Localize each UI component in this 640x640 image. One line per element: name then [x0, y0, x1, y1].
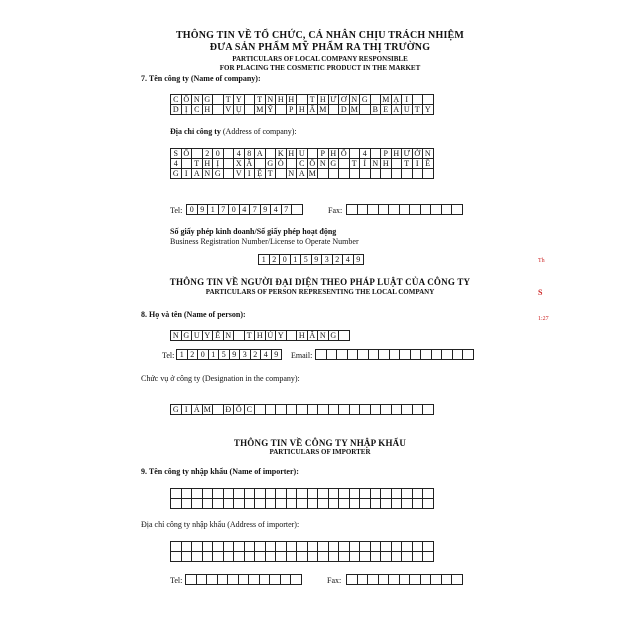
char-box[interactable]: 9 [229, 349, 241, 360]
importer-fax-field[interactable] [346, 574, 462, 585]
char-box[interactable]: G [212, 168, 224, 179]
importer-fax-label: Fax: [327, 576, 342, 585]
char-box[interactable]: I [412, 158, 424, 169]
char-box[interactable]: Ố [181, 148, 193, 159]
char-box[interactable]: Y [233, 94, 245, 105]
title-vn-line2: ĐƯA SẢN PHẨM MỸ PHẨM RA THỊ TRƯỜNG [209, 42, 431, 53]
company-tel-field[interactable] [186, 204, 302, 215]
importer-address-label: Địa chỉ công ty nhập khẩu (Address of importer): [141, 520, 300, 529]
char-box[interactable]: Ố [338, 148, 350, 159]
char-box[interactable]: A [296, 168, 308, 179]
license-label-vn: Số giấy phép kinh doanh/Số giấy phép hoạt động [170, 227, 337, 236]
char-box[interactable] [291, 204, 303, 215]
char-box[interactable]: T [254, 94, 266, 105]
char-box[interactable]: T [349, 158, 361, 169]
company-address-label [170, 127, 297, 137]
char-box[interactable]: 9 [353, 254, 365, 265]
char-box[interactable] [462, 349, 474, 360]
char-box[interactable]: 1 [290, 254, 302, 265]
char-box[interactable]: 5 [300, 254, 312, 265]
char-box[interactable]: Ị [181, 104, 193, 115]
char-box[interactable]: N [191, 94, 203, 105]
char-box[interactable]: H [275, 94, 287, 105]
char-box[interactable]: V [233, 168, 245, 179]
char-box[interactable]: H [328, 148, 340, 159]
char-box[interactable]: A [191, 168, 203, 179]
char-box[interactable]: 7 [218, 204, 230, 215]
char-box[interactable]: G [265, 158, 277, 169]
char-box[interactable]: Ã [244, 158, 256, 169]
char-box[interactable]: 4 [239, 204, 251, 215]
title-en-line2: FOR PLACING THE COSMETIC PRODUCT IN THE MARKET [219, 64, 421, 72]
char-box[interactable]: G [359, 94, 371, 105]
char-box[interactable]: H [296, 330, 308, 341]
char-box[interactable]: G [202, 94, 214, 105]
char-box[interactable]: K [275, 148, 287, 159]
char-box[interactable]: N [265, 94, 277, 105]
char-box[interactable]: 0 [228, 204, 240, 215]
company-tel-label: Tel: [170, 206, 183, 215]
char-box[interactable]: Ờ [412, 148, 424, 159]
char-box[interactable]: 9 [311, 254, 323, 265]
char-box[interactable]: N [286, 168, 298, 179]
char-box[interactable]: H [286, 94, 298, 105]
char-box[interactable]: E [380, 104, 392, 115]
char-box[interactable]: Ẩ [307, 104, 319, 115]
char-box[interactable]: Ỹ [265, 104, 277, 115]
char-box[interactable]: 4 [270, 204, 282, 215]
char-box[interactable]: 4 [260, 349, 272, 360]
char-box[interactable]: 4 [233, 148, 245, 159]
char-box[interactable]: 7 [281, 204, 293, 215]
person-email-label: Email: [291, 351, 313, 360]
char-box[interactable] [451, 574, 463, 585]
char-box[interactable]: S [170, 148, 182, 159]
char-box[interactable]: Y [275, 330, 287, 341]
char-box[interactable]: M [307, 168, 319, 179]
person-email-field[interactable] [315, 349, 473, 360]
char-box[interactable]: Ạ [391, 94, 403, 105]
company-address-label-bold: Địa chỉ công ty [170, 127, 221, 136]
char-box[interactable]: P [380, 148, 392, 159]
importer-name-label: 9. Tên công ty nhập khẩu (Name of importer): [141, 467, 299, 476]
char-box[interactable]: P [286, 104, 298, 115]
char-box[interactable]: 0 [279, 254, 291, 265]
char-box[interactable]: V [223, 104, 235, 115]
char-box[interactable]: 1 [258, 254, 270, 265]
company-fax-field[interactable] [346, 204, 462, 215]
char-box[interactable]: 1 [176, 349, 188, 360]
char-box[interactable]: T [401, 158, 413, 169]
company-name-label: 7. Tên công ty (Name of company): [141, 74, 261, 83]
char-box[interactable]: Ô [181, 94, 193, 105]
char-box[interactable]: Y [422, 104, 434, 115]
char-box[interactable]: I [244, 168, 256, 179]
title-vn-line1: THÔNG TIN VỀ TỔ CHỨC, CÁ NHÂN CHỊU TRÁCH NHIỆM [175, 30, 465, 41]
char-box[interactable]: Ằ [307, 330, 319, 341]
char-box[interactable]: H [317, 94, 329, 105]
char-box[interactable]: A [391, 104, 403, 115]
char-box[interactable]: 2 [202, 148, 214, 159]
char-box[interactable]: M [380, 94, 392, 105]
char-box[interactable]: Ệ [254, 168, 266, 179]
importer-heading-en: PARTICULARS OF IMPORTER [269, 448, 371, 456]
char-box[interactable]: 0 [197, 349, 209, 360]
char-box[interactable]: N [223, 330, 235, 341]
char-box[interactable] [422, 498, 434, 509]
char-box[interactable]: N [370, 158, 382, 169]
char-box[interactable]: Á [191, 404, 203, 415]
char-box[interactable] [422, 168, 434, 179]
char-box[interactable]: I [181, 168, 193, 179]
char-box[interactable]: 9 [197, 204, 209, 215]
char-box[interactable]: P [317, 148, 329, 159]
char-box[interactable]: M [349, 104, 361, 115]
char-box[interactable]: H [202, 104, 214, 115]
char-box[interactable]: N [202, 168, 214, 179]
char-box[interactable]: T [191, 158, 203, 169]
char-box[interactable]: N [170, 330, 182, 341]
char-box[interactable]: U [401, 104, 413, 115]
char-box[interactable] [451, 204, 463, 215]
char-box[interactable]: T [307, 94, 319, 105]
char-box[interactable]: C [191, 104, 203, 115]
char-box[interactable]: Ò [275, 158, 287, 169]
char-box[interactable]: H [391, 148, 403, 159]
char-box[interactable]: 4 [170, 158, 182, 169]
char-box[interactable]: Ỉ [359, 158, 371, 169]
char-box[interactable]: 1 [207, 204, 219, 215]
company-fax-label: Fax: [328, 206, 343, 215]
margin-mark-1: Th [538, 258, 545, 264]
char-box[interactable]: N [317, 158, 329, 169]
char-box[interactable]: 2 [269, 254, 281, 265]
char-box[interactable]: Ư [328, 94, 340, 105]
char-box[interactable]: 8 [244, 148, 256, 159]
char-box[interactable]: 5 [218, 349, 230, 360]
char-box[interactable]: G [170, 168, 182, 179]
char-box[interactable]: A [254, 148, 266, 159]
char-box[interactable]: 4 [342, 254, 354, 265]
char-box[interactable]: M [254, 104, 266, 115]
char-box[interactable]: H [202, 158, 214, 169]
char-box[interactable]: U [191, 330, 203, 341]
char-box[interactable]: Ô [307, 158, 319, 169]
char-box[interactable]: N [317, 330, 329, 341]
importer-tel-label: Tel: [170, 576, 183, 585]
char-box[interactable]: H [286, 148, 298, 159]
char-box[interactable]: 0 [212, 148, 224, 159]
char-box[interactable]: Đ [223, 404, 235, 415]
company-address-row3[interactable] [170, 168, 433, 179]
char-box[interactable]: T [244, 330, 256, 341]
char-box[interactable] [338, 330, 350, 341]
designation-field[interactable] [170, 404, 433, 415]
char-box[interactable]: 0 [186, 204, 198, 215]
char-box[interactable]: Ú [265, 330, 277, 341]
license-number-field[interactable] [258, 254, 363, 265]
person-tel-field[interactable] [176, 349, 281, 360]
char-box[interactable]: D [338, 104, 350, 115]
person-tel-label: Tel: [162, 351, 175, 360]
char-box[interactable]: H [296, 104, 308, 115]
char-box[interactable]: G [328, 330, 340, 341]
char-box[interactable]: C [170, 94, 182, 105]
char-box[interactable]: 2 [332, 254, 344, 265]
char-box[interactable]: C [296, 158, 308, 169]
designation-label: Chức vụ ở công ty (Designation in the company): [141, 374, 300, 383]
person-name-label: 8. Họ và tên (Name of person): [141, 310, 246, 319]
char-box[interactable]: 3 [321, 254, 333, 265]
char-box[interactable]: H [380, 158, 392, 169]
company-name-row2[interactable] [170, 104, 433, 115]
char-box[interactable]: X [233, 158, 245, 169]
char-box[interactable]: G [181, 330, 193, 341]
char-box[interactable]: Ễ [212, 330, 224, 341]
representative-heading-en: PARTICULARS OF PERSON REPRESENTING THE LOCAL COMPANY [205, 288, 435, 296]
char-box[interactable]: G [170, 404, 182, 415]
char-box[interactable]: T [223, 94, 235, 105]
char-box[interactable]: 2 [187, 349, 199, 360]
char-box[interactable]: 2 [250, 349, 262, 360]
char-box[interactable]: N [422, 148, 434, 159]
char-box[interactable]: M [202, 404, 214, 415]
char-box[interactable]: Ụ [233, 104, 245, 115]
char-box[interactable]: Ố [233, 404, 245, 415]
char-box[interactable]: Y [202, 330, 214, 341]
char-box[interactable]: M [317, 104, 329, 115]
char-box[interactable]: 1 [208, 349, 220, 360]
char-box[interactable]: 3 [239, 349, 251, 360]
char-box[interactable]: N [349, 94, 361, 105]
person-name-field[interactable] [170, 330, 349, 341]
char-box[interactable] [422, 551, 434, 562]
representative-heading-vn: THÔNG TIN VỀ NGƯỜI ĐẠI DIỆN THEO PHÁP LUẬT CỦA CÔNG TY [169, 277, 471, 287]
char-box[interactable]: T [265, 168, 277, 179]
char-box[interactable]: 4 [359, 148, 371, 159]
importer-name-row2[interactable] [170, 498, 433, 509]
char-box[interactable]: Ư [401, 148, 413, 159]
char-box[interactable]: Ề [422, 158, 434, 169]
char-box[interactable]: Ị [212, 158, 224, 169]
char-box[interactable]: I [401, 94, 413, 105]
char-box[interactable]: C [244, 404, 256, 415]
importer-address-row2[interactable] [170, 551, 433, 562]
char-box[interactable]: 9 [260, 204, 272, 215]
company-address-label-en: (Address of company): [222, 127, 297, 136]
char-box[interactable]: D [170, 104, 182, 115]
margin-mark-2: S [538, 288, 543, 297]
title-en-line1: PARTICULARS OF LOCAL COMPANY RESPONSIBLE [232, 55, 408, 63]
license-label-en: Business Registration Number/License to Operate Number [170, 237, 359, 246]
importer-tel-field[interactable] [185, 574, 301, 585]
char-box[interactable]: G [328, 158, 340, 169]
char-box[interactable]: 9 [271, 349, 283, 360]
importer-heading-vn: THÔNG TIN VỀ CÔNG TY NHẬP KHẨU [233, 438, 407, 448]
char-box[interactable]: Ơ [338, 94, 350, 105]
char-box[interactable]: B [370, 104, 382, 115]
margin-mark-3: 1:27 [538, 316, 549, 322]
char-box[interactable]: H [254, 330, 266, 341]
char-box[interactable]: I [181, 404, 193, 415]
char-box[interactable]: 7 [249, 204, 261, 215]
char-box[interactable]: U [296, 148, 308, 159]
char-box[interactable] [290, 574, 302, 585]
char-box[interactable] [422, 404, 434, 415]
char-box[interactable]: T [412, 104, 424, 115]
